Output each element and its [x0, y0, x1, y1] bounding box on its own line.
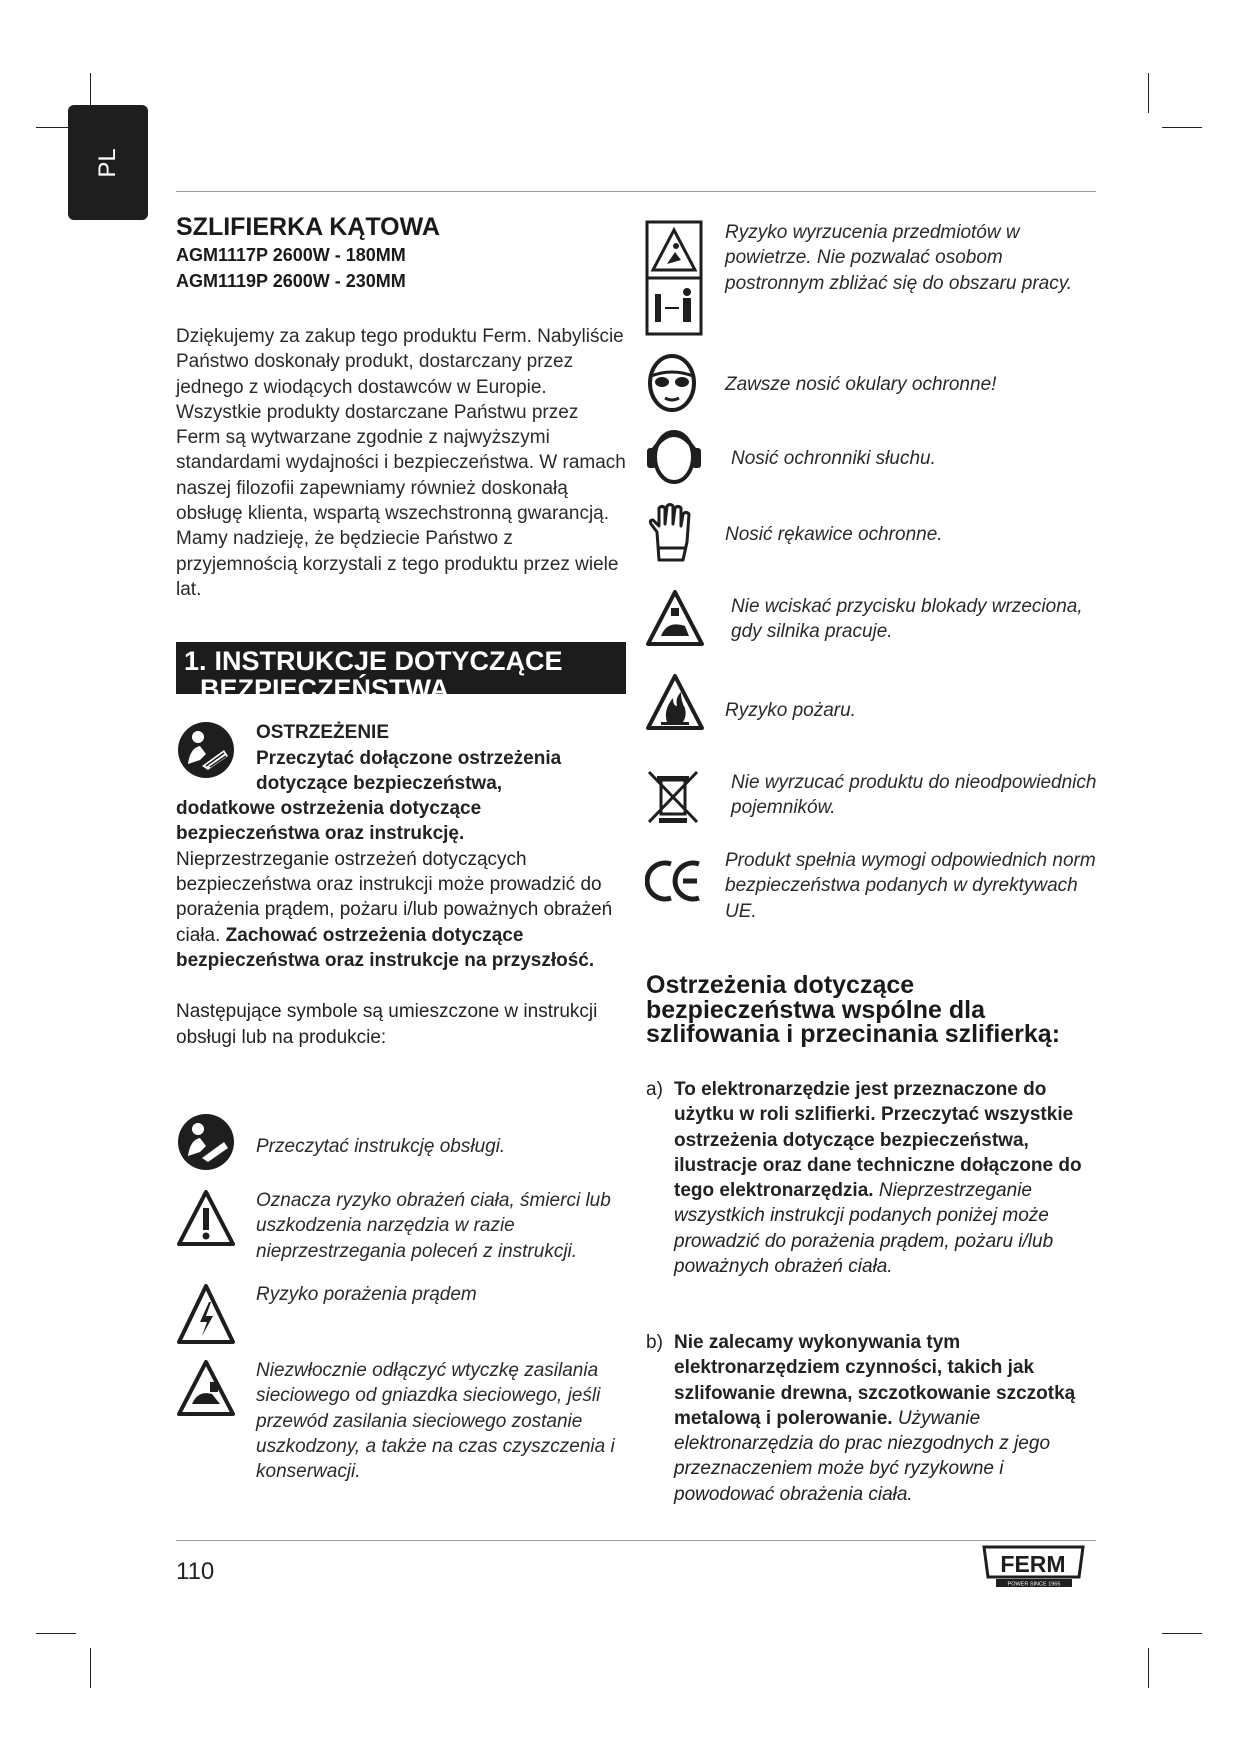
- weee-bin-icon: [645, 768, 701, 826]
- read-manual-icon: [176, 720, 236, 780]
- symbol-text: Nosić rękawice ochronne.: [725, 524, 943, 545]
- section-title-line-1: INSTRUKCJE DOTYCZĄCE: [214, 646, 563, 677]
- top-rule: [176, 191, 1096, 192]
- logo-brand: FERM: [1000, 1551, 1066, 1577]
- warning-bold-line-3: dodatkowe ostrzeżenia dotyczące bezpieczeństwa oraz instrukcję.: [176, 798, 482, 845]
- electric-shock-icon: [176, 1282, 236, 1346]
- symbol-text: Przeczytać instrukcję obsługi.: [256, 1136, 506, 1157]
- list-item-italic-text: Nieprzestrzeganie wszystkich instrukcji podanych poniżej może prowadzić do porażenia prądem, pożaru i/lub poważnych obrażeń ciała.: [674, 1180, 1054, 1278]
- language-code: PL: [94, 147, 121, 178]
- warning-triangle-icon: [176, 1188, 236, 1248]
- language-tab: [68, 105, 148, 220]
- symbol-row: [176, 1282, 636, 1352]
- symbol-row: [645, 220, 1105, 338]
- ferm-logo: [978, 1543, 1089, 1589]
- warning-normal-text: Nieprzestrzeganie ostrzeżeń dotyczących bezpieczeństwa oraz instrukcji może prowadzić do porażenia prądem, pożaru i/lub poważnych obrażeń ciała.: [176, 848, 613, 946]
- section-number: 1.: [184, 646, 207, 677]
- crop-mark: [1148, 1648, 1149, 1688]
- symbol-text: Nie wciskać przycisku blokady wrzeciona, gdy silnika pracuje.: [731, 596, 1083, 643]
- warning-bold-end: Zachować ostrzeżenia dotyczące bezpieczeństwa oraz instrukcje na przyszłość.: [176, 924, 595, 971]
- symbol-row: [645, 352, 1105, 414]
- symbol-row: [645, 768, 1105, 828]
- symbol-text: Nosić ochronniki słuchu.: [731, 448, 936, 469]
- flying-debris-icon: [645, 220, 703, 336]
- crop-mark: [36, 1633, 76, 1634]
- model-line-1: AGM1117P 2600W - 180MM: [176, 245, 406, 265]
- fire-hazard-icon: [645, 672, 705, 732]
- list-item-label: b): [646, 1332, 663, 1353]
- symbol-row: [176, 1112, 636, 1172]
- list-item: [646, 1077, 1101, 1279]
- list-item-label: a): [646, 1079, 663, 1100]
- symbol-text: Produkt spełnia wymogi odpowiednich norm bezpieczeństwa podanych w dyrektywach UE.: [725, 850, 1096, 922]
- safety-glasses-icon: [645, 352, 699, 414]
- list-item-bold-text: To elektronarzędzie jest przeznaczone do użytku w roli szlifierki. Przeczytać wszystkie ostrzeżenia dotyczące bezpieczeństwa, ilustracje oraz dane techniczne dołączone do tego elektronarzędzia.: [674, 1079, 1082, 1202]
- warning-bold-line-2: dotyczące bezpieczeństwa,: [256, 772, 503, 794]
- intro-paragraph: Dziękujemy za zakup tego produktu Ferm. Nabyliście Państwo doskonały produkt, dostarczany przez jednego z wiodących dostawców w Europie. Wszystkie produkty dostarczane Państwu przez Ferm są wytwarzane zgodnie z najwyższymi standardami wydajności i bezpieczeństwa. W ramach naszej filozofii zapewniamy również doskonałą obsługę klienta, wspartą wszechstronną gwarancją. Mamy nadzieję, że będziecie Państwo z przyjemnością korzystali z tego produktu przez wiele lat.: [176, 326, 626, 600]
- list-item-italic-text: Używanie elektronarzędzia do prac niezgodnych z jego przeznaczeniem może być ryzykowne i powodować obrażenia ciała.: [674, 1407, 1051, 1505]
- symbol-row: [645, 424, 1105, 486]
- bottom-rule: [176, 1540, 1096, 1541]
- logo-tagline: POWER SINCE 1965: [1007, 1581, 1061, 1588]
- list-item-body: [646, 1330, 1101, 1507]
- symbol-text: Nie wyrzucać produktu do nieodpowiednich pojemników.: [731, 772, 1097, 819]
- section-heading: [176, 642, 626, 705]
- symbol-text: Ryzyko porażenia prądem: [256, 1284, 477, 1305]
- section-title-line-2: BEZPIECZEŃSTWA: [200, 674, 450, 705]
- symbol-row: [176, 1358, 636, 1488]
- gloves-icon: [645, 502, 695, 564]
- symbol-text: Niezwłocznie odłączyć wtyczkę zasilania sieciowego od gniazdka sieciowego, jeśli przewód zasilania sieciowego zostanie uszkodzony, a także na czas czyszczenia i konserwacji.: [256, 1360, 615, 1483]
- symbol-text: Ryzyko wyrzucenia przedmiotów w powietrze. Nie pozwalać osobom postronnym zbliżać się do obszaru pracy.: [725, 222, 1073, 294]
- symbol-row: [645, 502, 1105, 564]
- warning-bold-line-1: Przeczytać dołączone ostrzeżenia: [256, 747, 562, 769]
- symbol-row: [176, 1188, 636, 1268]
- ce-mark-icon: [645, 856, 705, 906]
- symbols-intro: Następujące symbole są umieszczone w instrukcji obsługi lub na produkcie:: [176, 1001, 598, 1048]
- list-item-bold-text: Nie zalecamy wykonywania tym elektronarzędziem czynności, takich jak szlifowanie drewna, szczotkowanie szczotką metalową i polerowanie.: [674, 1332, 1076, 1429]
- list-item-body: [646, 1077, 1101, 1279]
- read-manual-icon: [176, 1112, 236, 1172]
- symbol-text: Zawsze nosić okulary ochronne!: [725, 374, 997, 395]
- crop-mark: [90, 1648, 91, 1688]
- warning-block: [176, 720, 626, 973]
- product-title: SZLIFIERKA KĄTOWA: [176, 213, 440, 241]
- warning-paragraph: [176, 847, 626, 973]
- model-line-2: AGM1119P 2600W - 230MM: [176, 271, 406, 291]
- symbol-text: Ryzyko pożaru.: [725, 700, 856, 721]
- right-section-heading: Ostrzeżenia dotyczące bezpieczeństwa wspólne dla szlifowania i przecinania szlifierką:: [646, 971, 1061, 1048]
- page-number: 110: [176, 1558, 215, 1585]
- unplug-icon: [176, 1358, 236, 1418]
- list-item: [646, 1330, 1101, 1507]
- left-column: [176, 212, 626, 1050]
- crop-mark: [1162, 127, 1202, 128]
- warning-heading: OSTRZEŻENIE: [256, 722, 390, 744]
- ear-protection-icon: [645, 424, 703, 486]
- symbol-row: [645, 848, 1105, 928]
- symbol-row: [645, 588, 1105, 652]
- crop-mark: [1162, 1633, 1202, 1634]
- symbol-row: [645, 672, 1105, 736]
- spindle-lock-icon: [645, 588, 705, 648]
- crop-mark: [1148, 73, 1149, 113]
- symbol-text: Oznacza ryzyko obrażeń ciała, śmierci lub uszkodzenia narzędzia w razie nieprzestrzegania poleceń z instrukcji.: [256, 1190, 611, 1262]
